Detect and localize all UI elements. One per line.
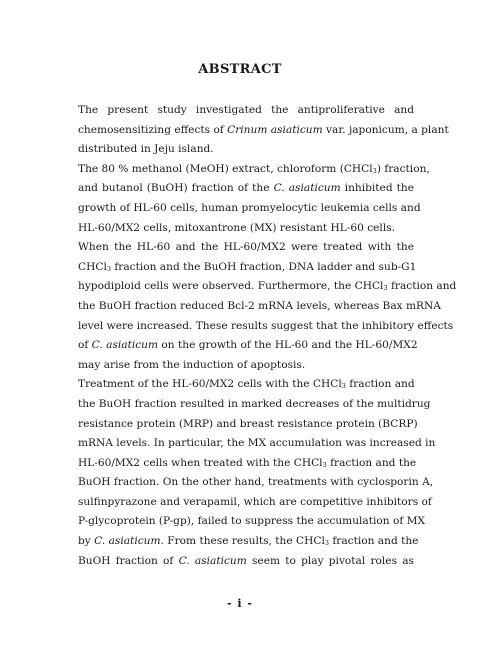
text-line: The present study investigated the antiproliferative and [78, 104, 414, 116]
text-line: P-glycoprotein (P-gp), failed to suppress the accumulation of MX [78, 515, 426, 528]
text-line: the BuOH fraction reduced Bcl-2 mRNA levels, whereas Bax mRNA [78, 299, 441, 312]
text-line: hypodiploid cells were observed. Furthermore, the CHCl3 fraction and [78, 280, 457, 293]
text-line: HL-60/MX2 cells when treated with the CHCl3 fraction and the [78, 456, 417, 469]
text-line: resistance protein (MRP) and breast resistance protein (BCRP) [78, 417, 418, 430]
text-line: level were increased. These results suggest that the inhibitory effects [78, 319, 454, 332]
paragraph-1 [78, 101, 449, 160]
text-line: Treatment of the HL-60/MX2 cells with the CHCl3 fraction and [78, 378, 415, 391]
paragraph-3 [78, 238, 457, 375]
text-line: the BuOH fraction resulted in marked decreases of the multidrug [78, 397, 431, 410]
text-line: may arise from the induction of apoptosis. [78, 358, 306, 371]
page-number: - i - [227, 597, 253, 610]
text-line: BuOH fraction. On the other hand, treatments with cyclosporin A, [78, 476, 434, 489]
text-line: CHCl3 fraction and the BuOH fraction, DNA ladder and sub-G1 [78, 260, 417, 273]
text-line: sulfinpyrazone and verapamil, which are competitive inhibitors of [78, 495, 432, 508]
abstract-body [78, 101, 457, 571]
text-line: mRNA levels. In particular, the MX accumulation was increased in [78, 437, 436, 450]
text-line: chemosensitizing effects of Crinum asiaticum var. japonicum, a plant [78, 123, 449, 136]
text-line: and butanol (BuOH) fraction of the C. asiaticum inhibited the [78, 182, 415, 195]
page-title: ABSTRACT [198, 62, 282, 77]
text-line: of C. asiaticum on the growth of the HL-60 and the HL-60/MX2 [78, 339, 418, 352]
text-line: The 80 % methanol (MeOH) extract, chloroform (CHCl3) fraction, [78, 162, 430, 175]
text-line: When the HL-60 and the HL-60/MX2 were treated with the [78, 241, 414, 254]
text-line: distributed in Jeju island. [78, 143, 214, 156]
text-line: growth of HL-60 cells, human promyelocytic leukemia cells and [78, 201, 421, 214]
paragraph-4 [78, 375, 436, 571]
text-line: HL-60/MX2 cells, mitoxantrone (MX) resistant HL-60 cells. [78, 221, 396, 234]
text-line: by C. asiaticum. From these results, the CHCl3 fraction and the [78, 535, 419, 548]
text-line: BuOH fraction of C. asiaticum seem to play pivotal roles as [78, 554, 414, 567]
paragraph-2 [78, 160, 430, 238]
